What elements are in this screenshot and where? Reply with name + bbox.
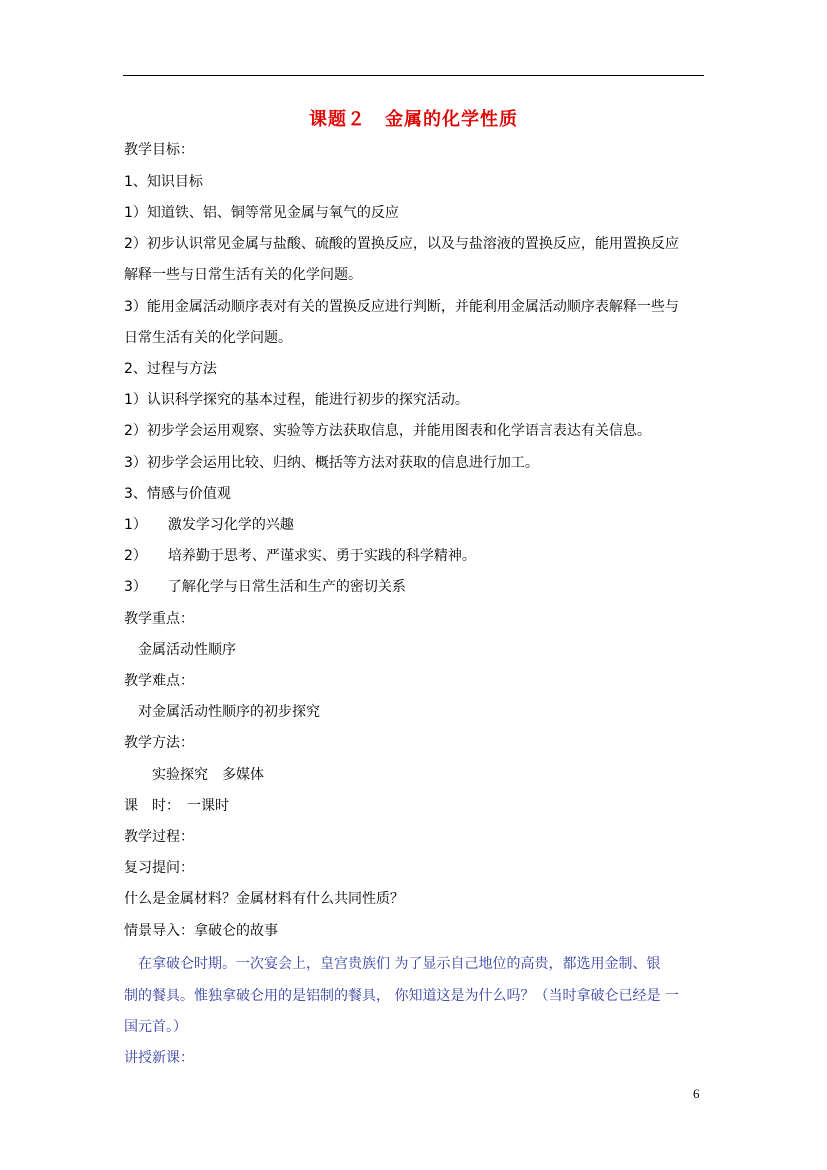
text-line: 1） 激发学习化学的兴趣 bbox=[124, 517, 294, 533]
text-line: 金属活动性顺序 bbox=[124, 642, 236, 658]
text-line: 3）能用金属活动顺序表对有关的置换反应进行判断，并能利用金属活动顺序表解释一些与 bbox=[124, 299, 679, 315]
text-line: 课 时： 一课时 bbox=[124, 798, 229, 814]
section-heading: 讲授新课： bbox=[124, 1050, 194, 1066]
text-line: 3） 了解化学与日常生活和生产的密切关系 bbox=[124, 579, 406, 595]
text-line: 3、情感与价值观 bbox=[124, 486, 231, 502]
text-line: 解释一些与日常生活有关的化学问题。 bbox=[124, 267, 362, 283]
text-line: 2）初步认识常见金属与盐酸、硫酸的置换反应，以及与盐溶液的置换反应，能用置换反应 bbox=[124, 236, 679, 252]
text-line: 实验探究 多媒体 bbox=[124, 767, 264, 783]
text-line: 情景导入：拿破仑的故事 bbox=[124, 923, 278, 939]
text-line: 教学方法： bbox=[124, 735, 194, 751]
page-number: 6 bbox=[693, 1086, 700, 1101]
story-line: 制的餐具。惟独拿破仑用的是铝制的餐具， 你知道这是为什么吗？（当时拿破仑已经是 一 bbox=[124, 988, 679, 1004]
text-line: 什么是金属材料？金属材料有什么共同性质？ bbox=[124, 891, 404, 907]
text-line: 1、知识目标 bbox=[124, 174, 203, 190]
text-line: 教学目标： bbox=[124, 142, 194, 158]
text-line: 1）知道铁、铝、铜等常见金属与氧气的反应 bbox=[124, 205, 399, 221]
text-line: 2、过程与方法 bbox=[124, 361, 217, 377]
text-line: 教学过程： bbox=[124, 829, 194, 845]
header-rule bbox=[123, 75, 704, 76]
text-line: 1）认识科学探究的基本过程，能进行初步的探究活动。 bbox=[124, 392, 469, 408]
text-line: 教学难点： bbox=[124, 673, 194, 689]
text-line: 日常生活有关的化学问题。 bbox=[124, 330, 292, 346]
text-line: 复习提问： bbox=[124, 860, 194, 876]
story-line: 在拿破仑时期。一次宴会上，皇宫贵族们 为了显示自己地位的高贵，都选用金制、银 bbox=[124, 956, 661, 972]
text-line: 2）初步学会运用观察、实验等方法获取信息，并能用图表和化学语言表达有关信息。 bbox=[124, 423, 651, 439]
story-line: 国元首。） bbox=[124, 1019, 187, 1035]
text-line: 2） 培养勤于思考、严谨求实、勇于实践的科学精神。 bbox=[124, 548, 476, 564]
text-line: 对金属活动性顺序的初步探究 bbox=[124, 704, 320, 720]
page-title: 课题２ 金属的化学性质 bbox=[309, 109, 518, 130]
text-line: 教学重点： bbox=[124, 611, 194, 627]
text-line: 3）初步学会运用比较、归纳、概括等方法对获取的信息进行加工。 bbox=[124, 455, 539, 471]
